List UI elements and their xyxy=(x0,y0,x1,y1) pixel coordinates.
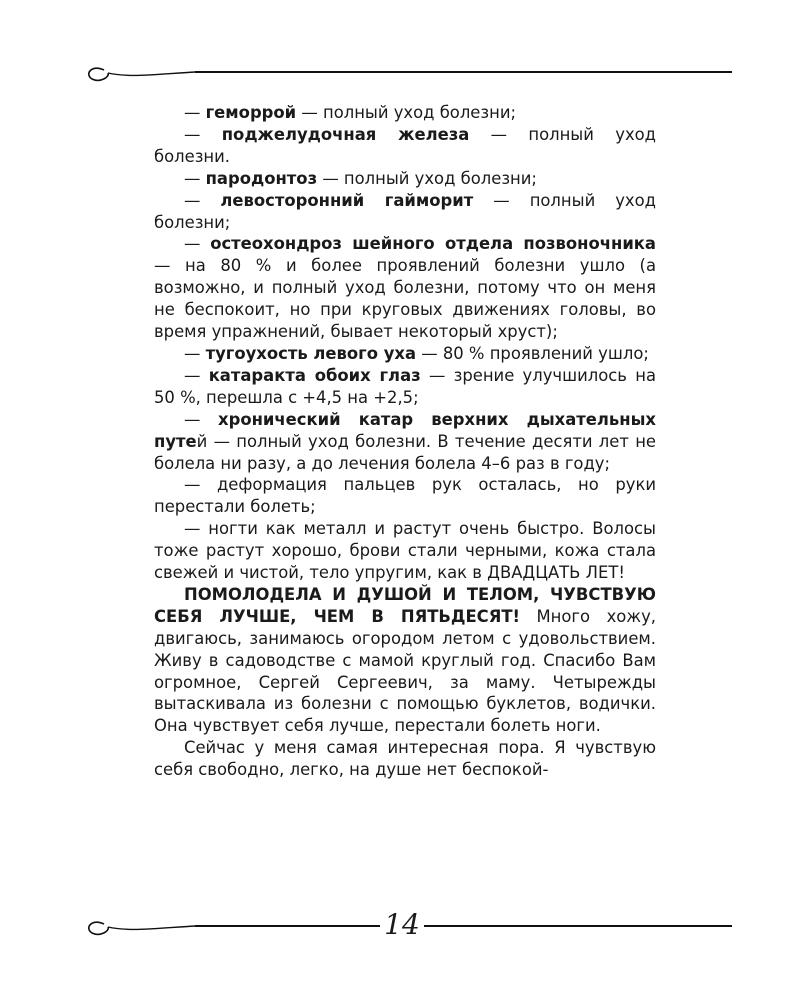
body-text xyxy=(154,102,656,781)
paragraph: — пародонтоз — полный уход болезни; xyxy=(184,168,537,188)
paragraph: — геморрой — полный уход болезни; xyxy=(184,103,516,122)
top-divider-ornament xyxy=(0,52,800,92)
paragraph: — левосторонний гайморит — полный уход болезни; xyxy=(154,190,656,232)
paragraph: Сейчас у меня самая интересная пора. Я чувствую себя свободно, легко, на душе нет беспокой- xyxy=(154,738,656,780)
swirl-icon xyxy=(89,922,108,934)
paragraph: — поджелудочная железа — полный уход болезни. xyxy=(154,124,656,166)
paragraph: — катаракта обоих глаз — зрение улучшилось на 50 %, перешла с +4,5 на +2,5; xyxy=(154,365,656,407)
paragraph: ПОМОЛОДЕЛА И ДУШОЙ И ТЕЛОМ, ЧУВСТВУЮ СЕБЯ ЛУЧШЕ, ЧЕМ В ПЯТЬДЕСЯТ! Много хожу, двигаюсь, занимаюсь огородом летом с удовольствием. Живу в садоводстве с мамой круглый год. Спасибо Вам огромное, Сергей Сергеевич, за маму. Четырежды вытаскивала из болезни с помощью буклетов, водички. Она чувствует себя лучше, перестали болеть ноги. xyxy=(154,584,656,736)
page-number: 14 xyxy=(380,905,424,945)
swirl-icon xyxy=(89,68,108,80)
paragraph: — деформация пальцев рук осталась, но руки перестали болеть; xyxy=(154,475,656,517)
paragraph: — хронический катар верхних дыхательных путей — полный уход болезни. В течение десяти лет не болела ни разу, а до лечения болела 4–6 раз в году; xyxy=(154,409,656,473)
paragraph: — тугоухость левого уха — 80 % проявлений ушло; xyxy=(184,343,649,363)
paragraph: — ногти как металл и растут очень быстро. Волосы тоже растут хорошо, брови стали черными, кожа стала свежей и чистой, тело упругим, как в ДВАДЦАТЬ ЛЕТ! xyxy=(154,519,656,583)
paragraph: — остеохондроз шейного отдела позвоночника — на 80 % и более проявлений болезни ушло (а возможно, и полный уход болезни, потому что он меня не беспокоит, но при круговых движениях головы, во время упражнений, бывает некоторый хруст); xyxy=(154,234,656,342)
